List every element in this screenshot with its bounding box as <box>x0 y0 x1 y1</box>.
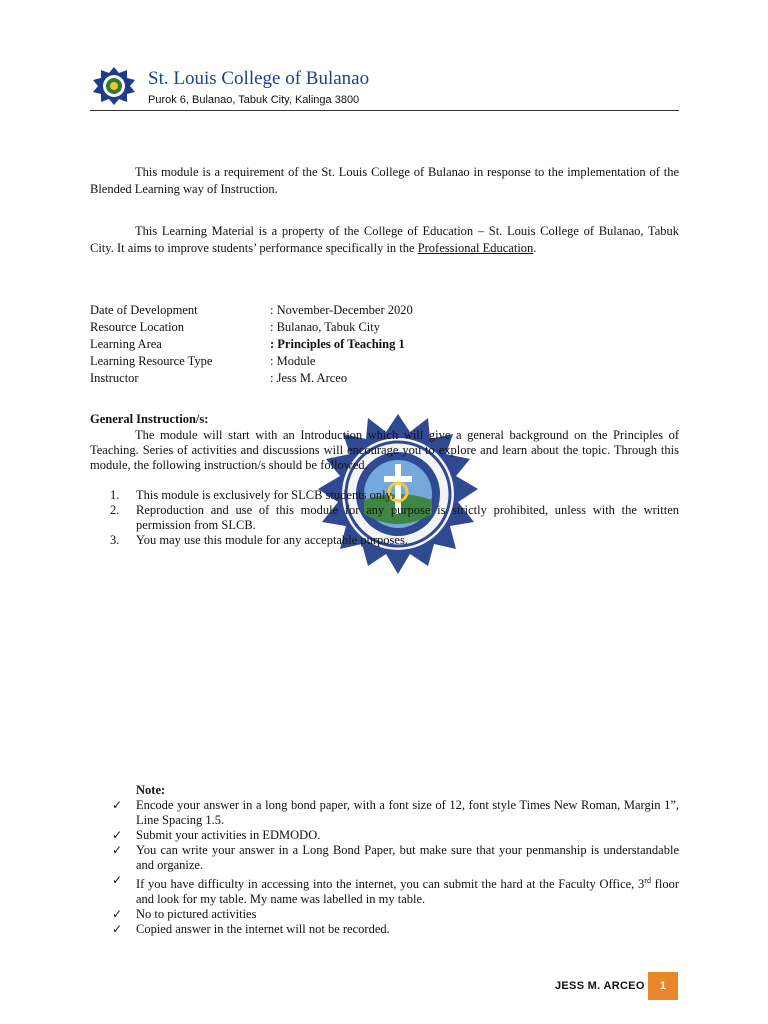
checkmark-icon: ✓ <box>112 798 123 812</box>
list-item <box>112 828 679 843</box>
info-row-learning-area <box>90 336 679 353</box>
list-item <box>90 503 679 533</box>
college-seal-icon <box>90 66 138 106</box>
info-value: : November-December 2020 <box>270 303 413 317</box>
list-text: If you have difficulty in accessing into the internet, you can submit the hard at the Faculty Office, 3rd floor and look for my table. My name was labelled in my table. <box>136 876 679 907</box>
info-label: Learning Resource Type <box>90 354 213 368</box>
checkmark-icon: ✓ <box>112 843 123 857</box>
footer-author: JESS M. ARCEO <box>555 980 645 992</box>
module-info-list <box>90 302 679 387</box>
info-row-location <box>90 319 679 336</box>
info-value: : Module <box>270 354 316 368</box>
note-heading: Note: <box>136 783 166 797</box>
professional-education-text: Professional Education <box>417 240 534 255</box>
list-text: No to pictured activities <box>136 907 257 922</box>
list-text: This module is exclusively for SLCB students only. <box>136 488 395 502</box>
list-text: Submit your activities in EDMODO. <box>136 828 321 842</box>
info-label: Resource Location <box>90 320 185 334</box>
info-value: : Jess M. Arceo <box>270 371 348 385</box>
list-number: 1. <box>110 488 120 502</box>
note-list <box>112 798 679 937</box>
list-text: Encode your answer in a long bond paper, with a font size of 12, font style Times New Roman, Margin 1”, Line Spacing 1.5. <box>136 798 679 827</box>
list-number: 2. <box>110 503 120 517</box>
page-number-badge: 1 <box>648 972 678 1000</box>
college-address: Purok 6, Bulanao, Tabuk City, Kalinga 3800 <box>148 94 360 106</box>
list-item <box>90 488 679 503</box>
intro-paragraph-1: This module is a requirement of the St. Louis College of Bulanao in response to the implementation of the Blended Learning way of Instruction. <box>90 165 679 196</box>
list-item <box>112 798 679 828</box>
checkmark-icon: ✓ <box>112 907 123 922</box>
list-text: Copied answer in the internet will not be recorded. <box>136 922 390 937</box>
list-item <box>112 922 679 937</box>
instructions-list <box>90 488 679 548</box>
info-row-resource-type <box>90 353 679 370</box>
college-name: St. Louis College of Bulanao <box>148 68 370 89</box>
list-item <box>112 907 679 922</box>
list-item <box>112 843 679 873</box>
info-label: Learning Area <box>90 337 162 351</box>
letterhead <box>90 64 679 111</box>
list-item <box>112 873 679 907</box>
list-text: Reproduction and use of this module for any purpose is strictly prohibited, unless with the written permission from SLCB. <box>136 503 679 532</box>
checkmark-icon: ✓ <box>112 828 123 842</box>
general-instructions-heading: General Instruction/s: <box>90 412 209 426</box>
info-label: Instructor <box>90 371 139 385</box>
info-value: : Bulanao, Tabuk City <box>270 320 380 334</box>
list-text: You may use this module for any acceptable purposes. <box>136 533 408 547</box>
info-value: : Principles of Teaching 1 <box>270 337 405 351</box>
info-row-instructor <box>90 370 679 387</box>
info-label: Date of Development <box>90 303 198 317</box>
checkmark-icon: ✓ <box>112 873 123 887</box>
intro-paragraph-2: This Learning Material is a property of the College of Education – St. Louis College of Bulanao, Tabuk City. It aims to improve students’ performance specifically in the Professional Education. <box>90 224 679 255</box>
checkmark-icon: ✓ <box>112 922 123 937</box>
list-text: You can write your answer in a Long Bond Paper, but make sure that your penmanship is understandable and organize. <box>136 843 679 872</box>
general-instructions-text: The module will start with an Introduction which will give a general background on the Principles of Teaching. Series of activities and discussions will encourage you to explore and learn about the topic. Through this module, the following instruction/s should be followed. <box>90 428 679 472</box>
info-row-date <box>90 302 679 319</box>
list-item <box>90 533 679 548</box>
list-number: 3. <box>110 533 120 547</box>
